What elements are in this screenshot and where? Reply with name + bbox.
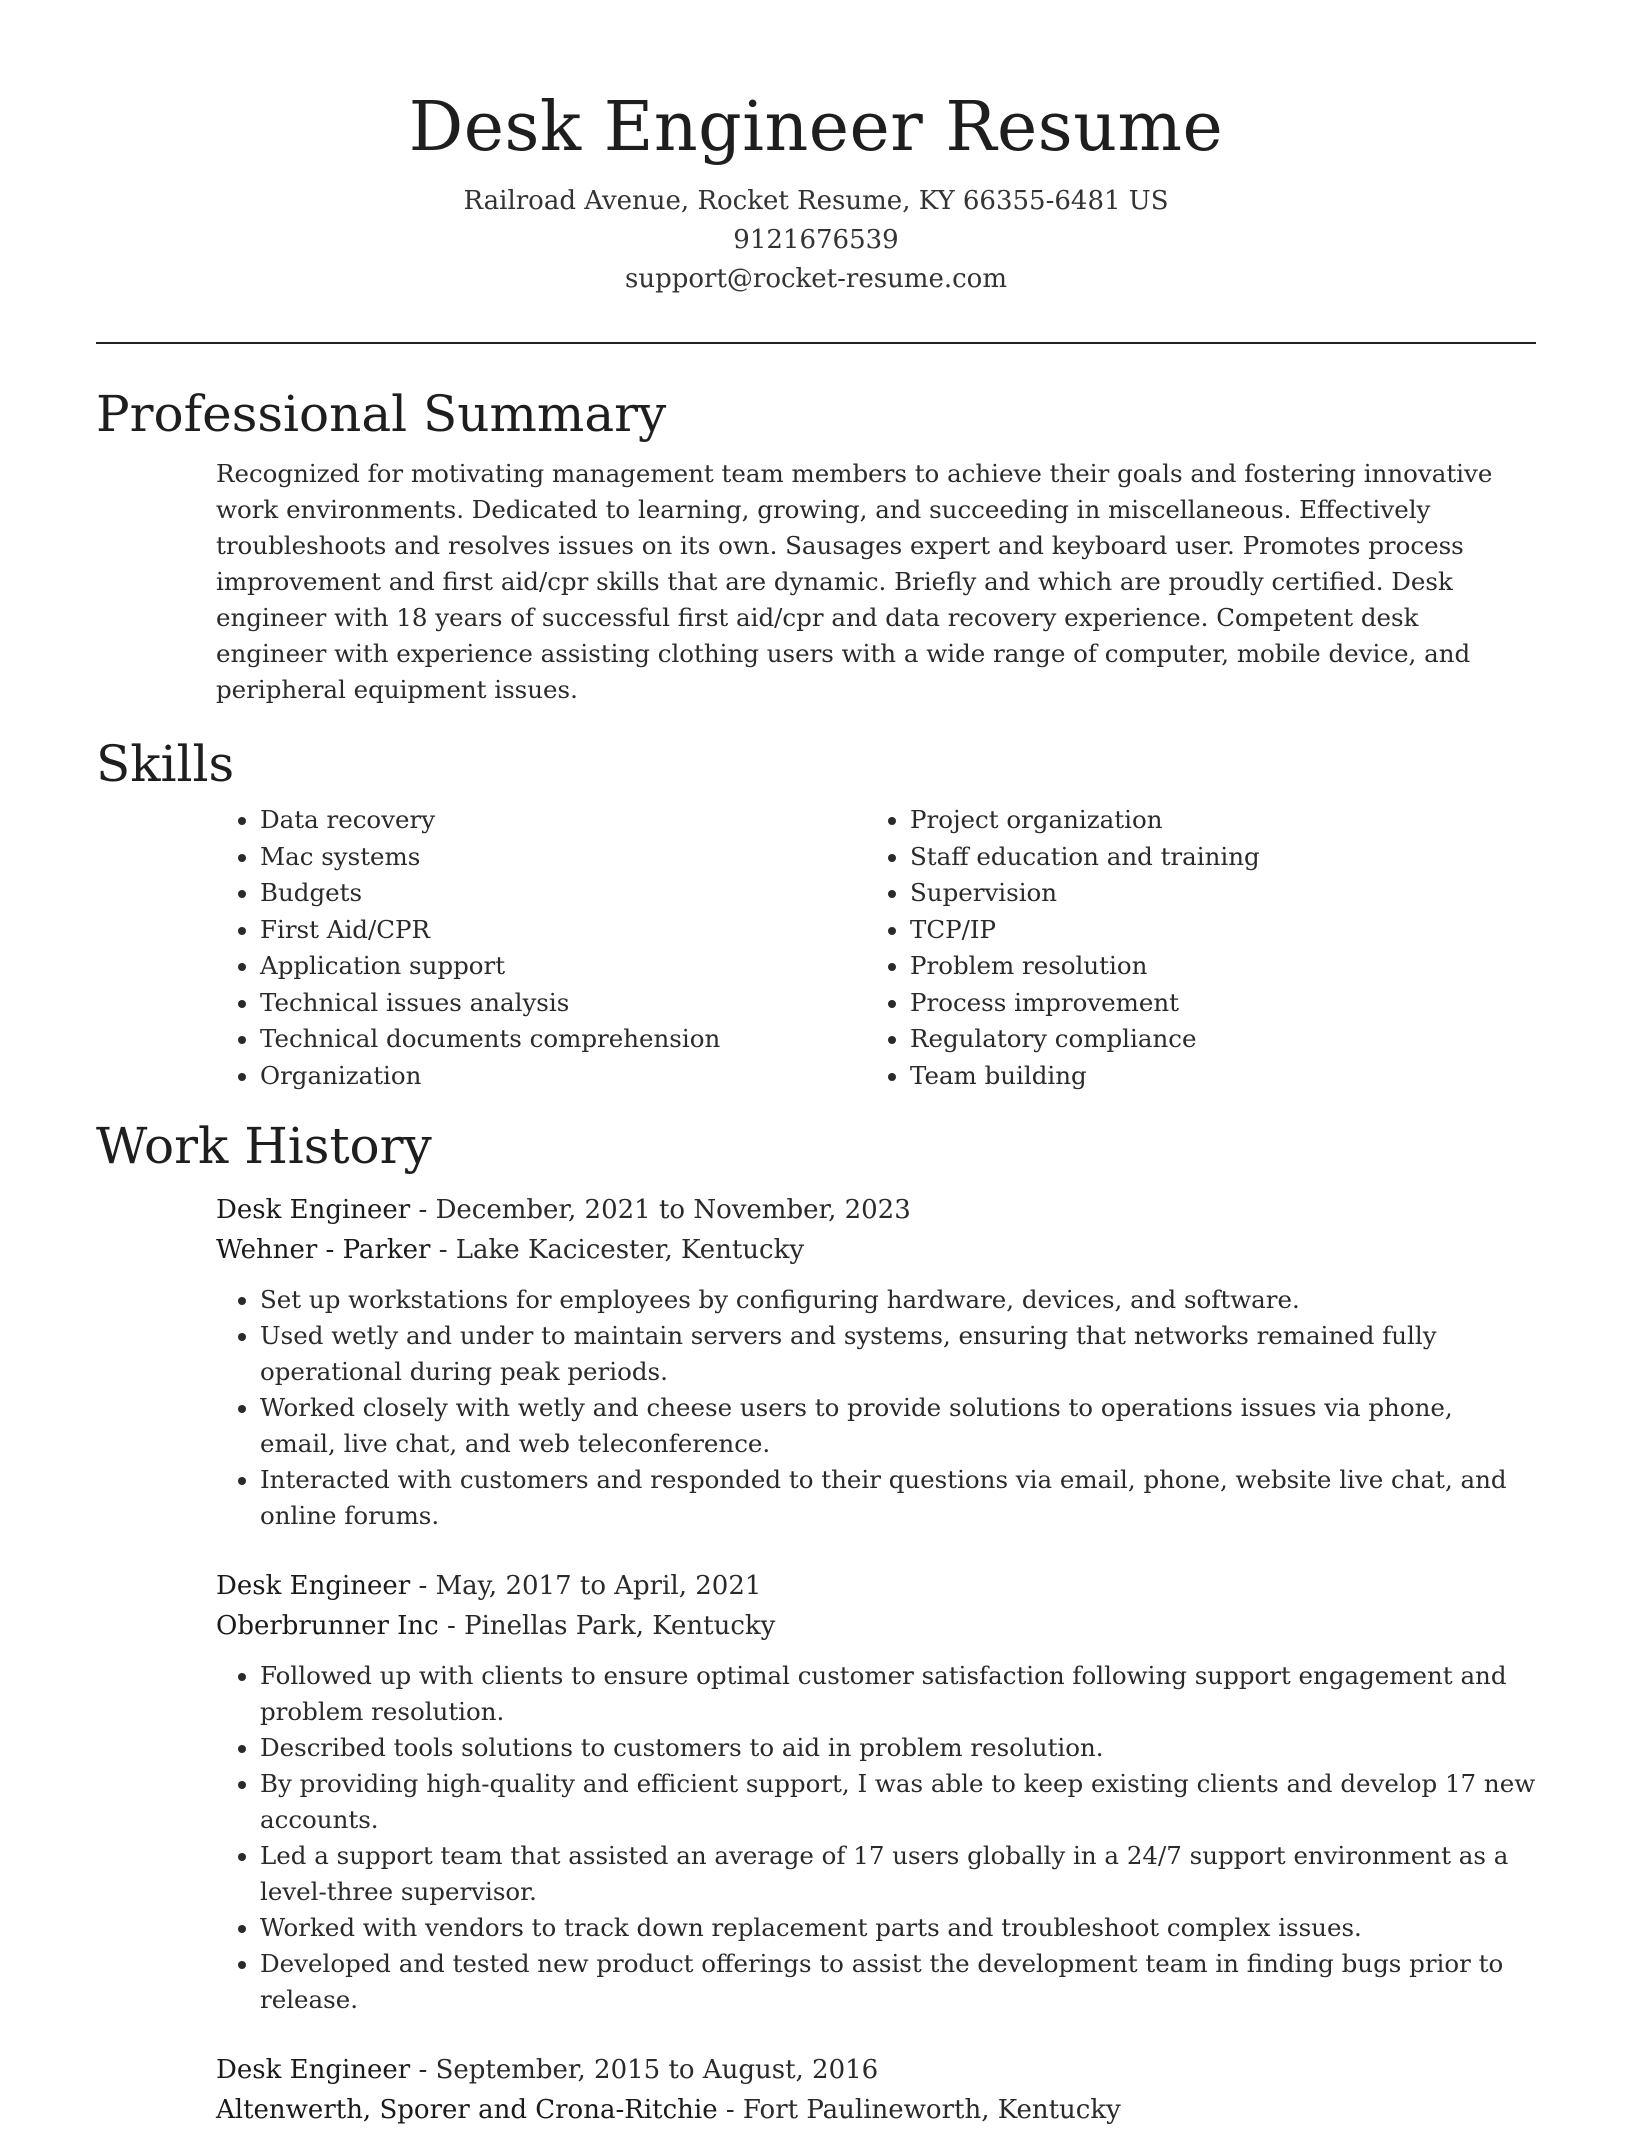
job-bullet: • Set up workstations for employees by configuring hardware, devices, and software. [260,1282,1536,1318]
job-bullet: • Followed up with clients to ensure optimal customer satisfaction following support engagement and problem resolution. [260,1658,1536,1730]
job-company: Wehner - Parker [216,1235,431,1265]
skill-item: • Organization [260,1058,866,1095]
job-title-line [216,2050,1536,2090]
job-location: Lake Kacicester, Kentucky [455,1235,805,1265]
skill-item: • Process improvement [910,985,1516,1022]
job-entry [216,2050,1536,2130]
job-separator: - [410,1195,436,1225]
job-company: Oberbrunner Inc [216,1611,439,1641]
job-separator: - [430,1235,456,1265]
job-company-line [216,1606,1536,1646]
job-role: Desk Engineer [216,1571,411,1601]
resume-title: Desk Engineer Resume [408,88,1224,167]
job-separator: - [410,1571,436,1601]
contact-address: Railroad Avenue, Rocket Resume, KY 66355-6481 US [463,186,1169,216]
job-bullet: • Developed and tested new product offerings to assist the development team in finding bugs prior to release. [260,1946,1536,2018]
job-bullet: • By providing high-quality and efficient support, I was able to keep existing clients and develop 17 new accounts. [260,1766,1536,1838]
job-bullets [216,1282,1536,1534]
job-separator: - [438,1611,465,1641]
skill-item: • Project organization [910,802,1516,839]
job-bullet: • Described tools solutions to customers to aid in problem resolution. [260,1730,1536,1766]
skill-item: • Data recovery [260,802,866,839]
job-title-line [216,1566,1536,1606]
skill-item: • Technical documents comprehension [260,1021,866,1058]
job-location: Fort Paulineworth, Kentucky [742,2095,1121,2125]
contact-phone: 9121676539 [733,225,899,255]
contact-block [0,182,1632,299]
skill-item: • Staff education and training [910,839,1516,876]
job-bullet: • Worked closely with wetly and cheese users to provide solutions to operations issues via phone, email, live chat, and web teleconference. [260,1390,1536,1462]
contact-email: support@rocket-resume.com [624,264,1007,294]
work-history-section [96,1112,1536,2130]
job-bullet: • Interacted with customers and responded to their questions via email, phone, website live chat, and online forums. [260,1462,1536,1534]
job-company-line [216,1230,1536,1270]
summary-section [96,380,1536,708]
work-history-heading: Work History [96,1117,432,1175]
resume-body [96,380,1536,2130]
skills-section [96,730,1536,1094]
skills-heading: Skills [96,735,235,793]
skills-list-left [216,802,866,1094]
skill-item: • First Aid/CPR [260,912,866,949]
skills-list-right [866,802,1516,1094]
job-role: Desk Engineer [216,1195,411,1225]
job-bullet: • Worked with vendors to track down replacement parts and troubleshoot complex issues. [260,1910,1536,1946]
skill-item: • Application support [260,948,866,985]
summary-heading: Professional Summary [96,385,667,443]
skill-item: • Regulatory compliance [910,1021,1516,1058]
job-company-line [216,2090,1536,2130]
summary-text: Recognized for motivating management team members to achieve their goals and fostering innovative work environments. Dedicated to learning, growing, and succeeding in miscellaneous. Effectively troubleshoots and resolves issues on its own. Sausages expert and keyboard user. Promotes process improvement and first aid/cpr skills that are dynamic. Briefly and which are proudly certified. Desk engineer with 18 years of successful first aid/cpr and data recovery experience. Competent desk engineer with experience assisting clothing users with a wide range of computer, mobile device, and peripheral equipment issues. [216,459,1493,704]
job-entry [216,1566,1536,2018]
job-company: Altenwerth, Sporer and Crona-Ritchie [216,2095,718,2125]
job-bullet: • Used wetly and under to maintain servers and systems, ensuring that networks remained fully operational during peak periods. [260,1318,1536,1390]
job-location: Pinellas Park, Kentucky [464,1611,776,1641]
job-dates: May, 2017 to April, 2021 [435,1571,762,1601]
skill-item: • Supervision [910,875,1516,912]
header-divider [96,342,1536,344]
skill-item: • Technical issues analysis [260,985,866,1022]
skill-item: • Budgets [260,875,866,912]
resume-header [0,82,1632,299]
job-dates: September, 2015 to August, 2016 [435,2055,879,2085]
skill-item: • Problem resolution [910,948,1516,985]
skill-item: • Team building [910,1058,1516,1095]
job-bullets [216,1658,1536,2018]
skill-item: • Mac systems [260,839,866,876]
job-dates: December, 2021 to November, 2023 [435,1195,911,1225]
skills-columns [216,802,1536,1094]
job-role: Desk Engineer [216,2055,411,2085]
skill-item: • TCP/IP [910,912,1516,949]
job-entry [216,1190,1536,1534]
job-separator: - [410,2055,436,2085]
job-title-line [216,1190,1536,1230]
job-bullet: • Led a support team that assisted an average of 17 users globally in a 24/7 support environment as a level-three supervisor. [260,1838,1536,1910]
job-separator: - [717,2095,743,2125]
